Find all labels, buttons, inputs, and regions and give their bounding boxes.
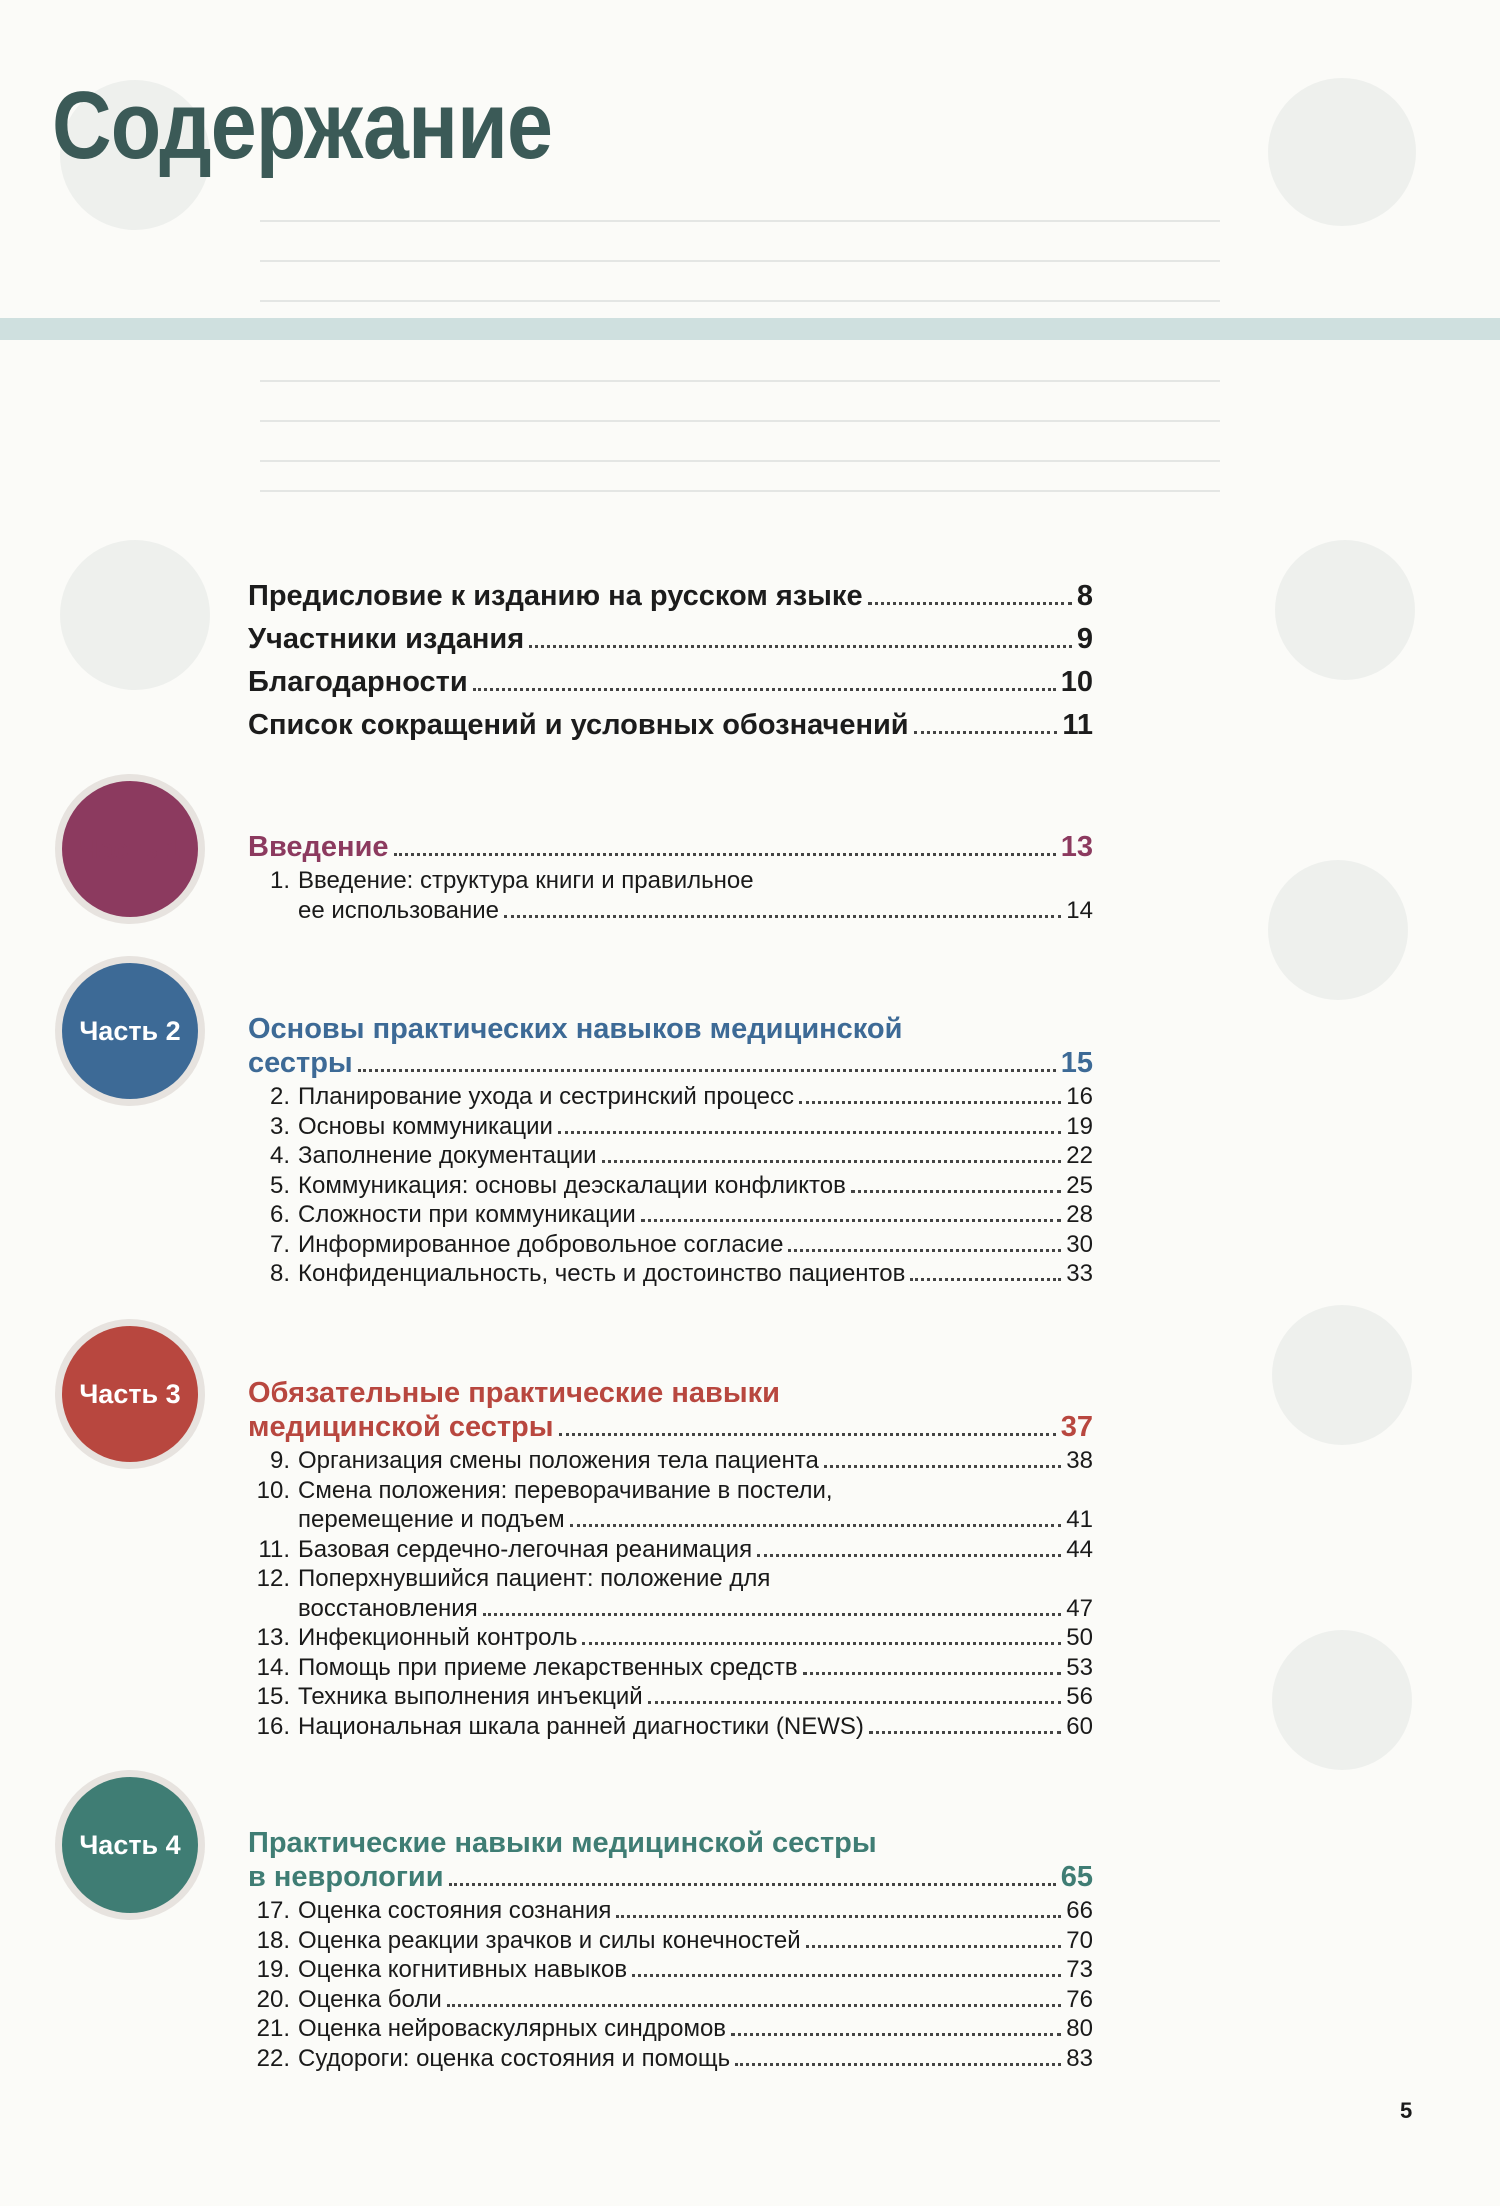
leader-dots xyxy=(806,1945,1062,1948)
part-heading-label: в неврологии xyxy=(248,1861,444,1893)
toc-entry-line xyxy=(248,1623,1093,1653)
part-section-4 xyxy=(248,1826,1093,2073)
entry-page: 50 xyxy=(1066,1624,1093,1651)
bleed-circle-decoration xyxy=(1268,860,1408,1000)
leader-dots xyxy=(358,1069,1056,1072)
part-badge-label: Часть 2 xyxy=(79,1015,181,1046)
toc-entry-line xyxy=(248,1112,1093,1142)
header-band xyxy=(0,318,1500,340)
leader-dots xyxy=(632,1974,1061,1977)
leader-dots xyxy=(788,1249,1061,1252)
toc-entry[interactable] xyxy=(248,1230,1093,1260)
leader-dots xyxy=(735,2063,1061,2066)
leader-dots xyxy=(616,1915,1061,1918)
leader-dots xyxy=(582,1642,1061,1645)
toc-entry-line xyxy=(248,1200,1093,1230)
entry-label: Предисловие к изданию на русском языке xyxy=(248,580,863,612)
entry-page: 8 xyxy=(1076,580,1093,612)
entry-number: 11. xyxy=(258,1535,290,1563)
entry-page: 66 xyxy=(1066,1897,1093,1924)
toc-entry-line xyxy=(248,2014,1093,2044)
leader-dots xyxy=(803,1672,1062,1675)
toc-entry-front[interactable] xyxy=(248,623,1093,666)
entry-label: Базовая сердечно-легочная реанимация xyxy=(298,1535,753,1563)
toc-entry[interactable] xyxy=(248,2014,1093,2044)
part-badge-label: Часть 3 xyxy=(79,1378,181,1409)
bleed-line-decoration xyxy=(260,460,1220,462)
entry-label: Заполнение документации xyxy=(298,1142,597,1169)
entry-page: 41 xyxy=(1066,1506,1093,1533)
part-heading-page: 13 xyxy=(1060,831,1093,863)
bleed-line-decoration xyxy=(260,420,1220,422)
leader-dots xyxy=(824,1465,1062,1468)
toc-entry-line xyxy=(248,1171,1093,1201)
leader-dots xyxy=(570,1524,1062,1527)
part-section-1 xyxy=(248,830,1093,925)
entry-label: Поперхнувшийся пациент: положение для xyxy=(298,1565,771,1592)
bleed-line-decoration xyxy=(260,300,1220,302)
entry-label: Введение: структура книги и правильное xyxy=(298,867,754,894)
entry-label: Оценка нейроваскулярных синдромов xyxy=(298,2015,727,2042)
entry-page: 19 xyxy=(1066,1112,1093,1140)
toc-entry-line xyxy=(248,1564,1093,1594)
entry-number: 8. xyxy=(269,1260,290,1287)
entry-number: 9. xyxy=(269,1447,290,1474)
entry-label: Помощь при приеме лекарственных средств xyxy=(298,1653,798,1681)
entry-page: 44 xyxy=(1066,1535,1093,1563)
entry-number: 14. xyxy=(256,1653,290,1681)
toc-entry[interactable] xyxy=(248,1926,1093,1956)
bleed-line-decoration xyxy=(260,260,1220,262)
part-heading[interactable] xyxy=(248,1046,1093,1080)
toc-entry[interactable] xyxy=(248,1171,1093,1201)
leader-dots xyxy=(641,1219,1061,1222)
leader-dots xyxy=(914,731,1058,734)
toc-entry[interactable] xyxy=(248,1476,1093,1535)
part-heading[interactable] xyxy=(248,830,1093,864)
toc-entry[interactable] xyxy=(248,1712,1093,1742)
toc-entry[interactable] xyxy=(248,1623,1093,1653)
entry-label: Планирование ухода и сестринский процесс xyxy=(298,1083,794,1110)
toc-entry-line xyxy=(248,1682,1093,1712)
part-heading-label: сестры xyxy=(248,1047,353,1079)
toc-entry[interactable] xyxy=(248,1446,1093,1476)
bleed-line-decoration xyxy=(260,490,1220,492)
toc-entry[interactable] xyxy=(248,1564,1093,1623)
entry-label: Конфиденциальность, честь и достоинство пациентов xyxy=(298,1260,906,1287)
part-badge-2 xyxy=(62,963,198,1099)
entry-label-cont: перемещение и подъем xyxy=(298,1506,565,1533)
part-entries xyxy=(248,1082,1093,1289)
entry-number: 20. xyxy=(256,1985,290,2013)
toc-entry-line xyxy=(248,1594,1093,1624)
entry-number: 12. xyxy=(256,1565,290,1592)
leader-dots xyxy=(449,1883,1056,1886)
entry-page: 76 xyxy=(1066,1985,1093,2013)
entry-label: Оценка состояния сознания xyxy=(298,1897,612,1924)
bleed-circle-decoration xyxy=(1275,540,1415,680)
entry-label-cont: восстановления xyxy=(298,1594,478,1622)
toc-entry-line xyxy=(248,2044,1093,2074)
entry-page: 10 xyxy=(1060,666,1093,698)
entry-page: 56 xyxy=(1066,1683,1093,1710)
entry-number: 10. xyxy=(256,1476,290,1504)
toc-entry[interactable] xyxy=(248,1985,1093,2015)
entry-number: 7. xyxy=(269,1230,290,1258)
entry-label: Национальная шкала ранней диагностики (NEWS) xyxy=(298,1712,864,1740)
entry-label: Информированное добровольное согласие xyxy=(298,1230,784,1258)
toc-entry-line xyxy=(248,1535,1093,1565)
entry-label: Техника выполнения инъекций xyxy=(298,1683,643,1710)
entry-page: 30 xyxy=(1066,1230,1093,1258)
entry-label: Оценка боли xyxy=(298,1985,442,2013)
bleed-line-decoration xyxy=(260,380,1220,382)
toc-entry-line xyxy=(248,1896,1093,1926)
toc-entry[interactable] xyxy=(248,1535,1093,1565)
leader-dots xyxy=(731,2033,1061,2036)
toc-entry-line xyxy=(248,1476,1093,1506)
entry-page: 83 xyxy=(1066,2044,1093,2072)
part-heading-line[interactable]: Обязательные практические навыки xyxy=(248,1377,780,1409)
leader-dots xyxy=(868,602,1072,605)
entry-page: 73 xyxy=(1066,1956,1093,1983)
entry-page: 38 xyxy=(1066,1447,1093,1474)
toc-entry-line xyxy=(248,1259,1093,1289)
entry-page: 9 xyxy=(1076,623,1093,655)
toc-entry-line xyxy=(248,866,1093,896)
entry-number: 15. xyxy=(256,1683,290,1710)
toc-entry-line xyxy=(248,1985,1093,2015)
toc-entry-line xyxy=(248,1955,1093,1985)
leader-dots xyxy=(529,645,1072,648)
entry-label: Сложности при коммуникации xyxy=(298,1201,636,1228)
entry-page: 80 xyxy=(1066,2015,1093,2042)
toc-entry[interactable] xyxy=(248,1653,1093,1683)
entry-number: 16. xyxy=(256,1712,290,1740)
bleed-line-decoration xyxy=(260,220,1220,222)
entry-number: 17. xyxy=(256,1897,290,1924)
leader-dots xyxy=(910,1278,1061,1281)
toc-entry-front[interactable] xyxy=(248,709,1093,752)
entry-label: Коммуникация: основы деэскалации конфликтов xyxy=(298,1171,846,1199)
page-title: Содержание xyxy=(52,72,553,179)
leader-dots xyxy=(483,1613,1062,1616)
part-heading-line[interactable]: Практические навыки медицинской сестры xyxy=(248,1827,877,1859)
page-number: 5 xyxy=(1400,2098,1413,2123)
entry-number: 5. xyxy=(269,1171,290,1199)
toc-entry-line xyxy=(248,1446,1093,1476)
entry-label: Оценка когнитивных навыков xyxy=(298,1956,628,1983)
part-heading[interactable] xyxy=(248,1410,1093,1444)
toc-entry[interactable] xyxy=(248,1082,1093,1112)
leader-dots xyxy=(394,853,1056,856)
leader-dots xyxy=(558,1131,1061,1134)
toc-entry[interactable] xyxy=(248,1955,1093,1985)
entry-page: 25 xyxy=(1066,1171,1093,1199)
entry-label: Инфекционный контроль xyxy=(298,1624,578,1651)
entry-number: 6. xyxy=(269,1201,290,1228)
entry-page: 33 xyxy=(1066,1260,1093,1287)
leader-dots xyxy=(851,1190,1061,1193)
part-entries xyxy=(248,1446,1093,1741)
leader-dots xyxy=(799,1101,1061,1104)
toc-entry[interactable] xyxy=(248,1896,1093,1926)
entry-label: Список сокращений и условных обозначений xyxy=(248,709,909,741)
part-heading-page: 65 xyxy=(1060,1861,1093,1893)
part-badge-1 xyxy=(62,781,198,917)
entry-number: 19. xyxy=(256,1956,290,1983)
entry-number: 1. xyxy=(269,867,290,894)
part-badge-3 xyxy=(62,1326,198,1462)
entry-label: Смена положения: переворачивание в постели, xyxy=(298,1476,833,1504)
toc-entry-line xyxy=(248,1712,1093,1742)
toc-entry[interactable] xyxy=(248,1141,1093,1171)
part-entries xyxy=(248,866,1093,925)
entry-number: 2. xyxy=(269,1083,290,1110)
toc-entry-line xyxy=(248,1141,1093,1171)
bleed-circle-decoration xyxy=(60,540,210,690)
bleed-circle-decoration xyxy=(1272,1630,1412,1770)
leader-dots xyxy=(602,1160,1062,1163)
toc-entry-line xyxy=(248,1926,1093,1956)
toc-entry[interactable] xyxy=(248,1259,1093,1289)
entry-label-cont: ее использование xyxy=(298,896,500,924)
part-section-3 xyxy=(248,1376,1093,1741)
leader-dots xyxy=(504,915,1061,918)
toc-entry[interactable] xyxy=(248,866,1093,925)
part-heading-label: медицинской сестры xyxy=(248,1411,554,1443)
entry-page: 28 xyxy=(1066,1201,1093,1228)
entry-label: Благодарности xyxy=(248,666,468,698)
part-entries xyxy=(248,1896,1093,2073)
part-badge-4 xyxy=(62,1777,198,1913)
toc-entry-line xyxy=(248,1653,1093,1683)
toc-entry-line xyxy=(248,1230,1093,1260)
entry-label: Основы коммуникации xyxy=(298,1112,553,1140)
leader-dots xyxy=(473,688,1056,691)
toc-entry[interactable] xyxy=(248,2044,1093,2074)
entry-number: 22. xyxy=(256,2044,290,2072)
toc-entry-line xyxy=(248,1505,1093,1535)
leader-dots xyxy=(447,2004,1062,2007)
entry-number: 13. xyxy=(256,1624,290,1651)
leader-dots xyxy=(559,1433,1056,1436)
part-heading[interactable] xyxy=(248,1860,1093,1894)
bleed-circle-decoration xyxy=(1272,1305,1412,1445)
entry-number: 3. xyxy=(269,1112,290,1140)
entry-page: 22 xyxy=(1066,1142,1093,1169)
entry-label: Организация смены положения тела пациента xyxy=(298,1447,819,1474)
entry-number: 4. xyxy=(269,1142,290,1169)
toc-entry-line xyxy=(248,1082,1093,1112)
entry-number: 21. xyxy=(256,2015,290,2042)
toc-entry-line xyxy=(248,896,1093,926)
part-heading-page: 15 xyxy=(1060,1047,1093,1079)
entry-page: 60 xyxy=(1066,1712,1093,1740)
entry-page: 53 xyxy=(1066,1653,1093,1681)
toc-entry[interactable] xyxy=(248,1682,1093,1712)
front-matter-list xyxy=(248,580,1093,752)
toc-entry-front[interactable] xyxy=(248,666,1093,709)
entry-page: 47 xyxy=(1066,1594,1093,1622)
leader-dots xyxy=(757,1554,1061,1557)
part-heading-line[interactable]: Основы практических навыков медицинской xyxy=(248,1013,903,1045)
entry-page: 16 xyxy=(1066,1083,1093,1110)
entry-page: 14 xyxy=(1066,896,1093,924)
part-heading-page: 37 xyxy=(1060,1411,1093,1443)
part-badge-label: Часть 4 xyxy=(79,1829,181,1860)
toc-entry[interactable] xyxy=(248,1200,1093,1230)
entry-number: 18. xyxy=(256,1926,290,1954)
toc-entry[interactable] xyxy=(248,1112,1093,1142)
leader-dots xyxy=(648,1701,1062,1704)
entry-page: 70 xyxy=(1066,1926,1093,1954)
bleed-circle-decoration xyxy=(1268,78,1416,226)
toc-entry-front[interactable] xyxy=(248,580,1093,623)
leader-dots xyxy=(869,1731,1061,1734)
entry-page: 11 xyxy=(1062,709,1093,741)
entry-label: Оценка реакции зрачков и силы конечностей xyxy=(298,1926,801,1954)
part-heading-label: Введение xyxy=(248,831,389,863)
entry-label: Судороги: оценка состояния и помощь xyxy=(298,2044,731,2072)
part-badge-label: Часть 1 xyxy=(79,833,181,864)
entry-label: Участники издания xyxy=(248,623,525,655)
part-section-2 xyxy=(248,1012,1093,1289)
